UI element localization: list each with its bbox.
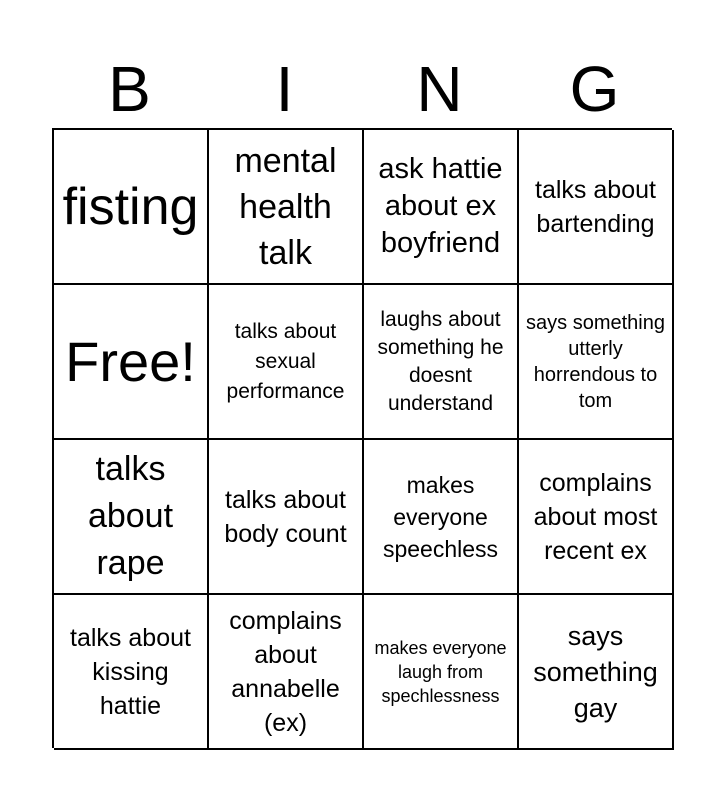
- bingo-cell[interactable]: [209, 440, 364, 595]
- cell-text: complains about annabelle (ex): [229, 606, 342, 737]
- bingo-cell[interactable]: [519, 285, 674, 440]
- bingo-cell[interactable]: [209, 595, 364, 750]
- cell-text: laughs about something he doesnt understand: [377, 307, 504, 415]
- cell-text: makes everyone speechless: [382, 471, 499, 562]
- cell-text: talks about rape: [87, 450, 174, 582]
- bingo-cell[interactable]: [54, 440, 209, 595]
- cell-text: ask hattie about ex boyfriend: [378, 153, 503, 259]
- bingo-cell[interactable]: [519, 130, 674, 285]
- bingo-header: [52, 50, 672, 128]
- cell-text: talks about sexual performance: [226, 319, 345, 403]
- header-letter-b: B: [108, 53, 151, 125]
- bingo-cell[interactable]: [364, 130, 519, 285]
- cell-text: talks about body count: [224, 485, 347, 548]
- bingo-cell[interactable]: [209, 130, 364, 285]
- header-letter-n: N: [416, 53, 463, 125]
- cell-text: mental health talk: [234, 141, 337, 272]
- cell-text: fisting: [62, 177, 199, 236]
- bingo-cell[interactable]: [364, 595, 519, 750]
- header-letter-g: G: [569, 53, 620, 125]
- cell-text: complains about most recent ex: [533, 468, 658, 565]
- cell-text: says something gay: [533, 620, 658, 723]
- bingo-cell[interactable]: [54, 130, 209, 285]
- bingo-cell[interactable]: [519, 595, 674, 750]
- cell-text: Free!: [65, 329, 196, 393]
- cell-text: talks about bartending: [535, 175, 656, 238]
- bingo-board: [52, 128, 672, 748]
- bingo-cell[interactable]: [519, 440, 674, 595]
- cell-text: talks about kissing hattie: [70, 623, 191, 720]
- bingo-cell[interactable]: [364, 285, 519, 440]
- bingo-cell[interactable]: [209, 285, 364, 440]
- header-letter-i: I: [275, 53, 294, 125]
- bingo-cell[interactable]: [364, 440, 519, 595]
- cell-text: says something utterly horrendous to tom: [526, 311, 665, 412]
- bingo-cell-free[interactable]: [54, 285, 209, 440]
- cell-text: makes everyone laugh from spechlessness: [374, 637, 507, 706]
- bingo-cell[interactable]: [54, 595, 209, 750]
